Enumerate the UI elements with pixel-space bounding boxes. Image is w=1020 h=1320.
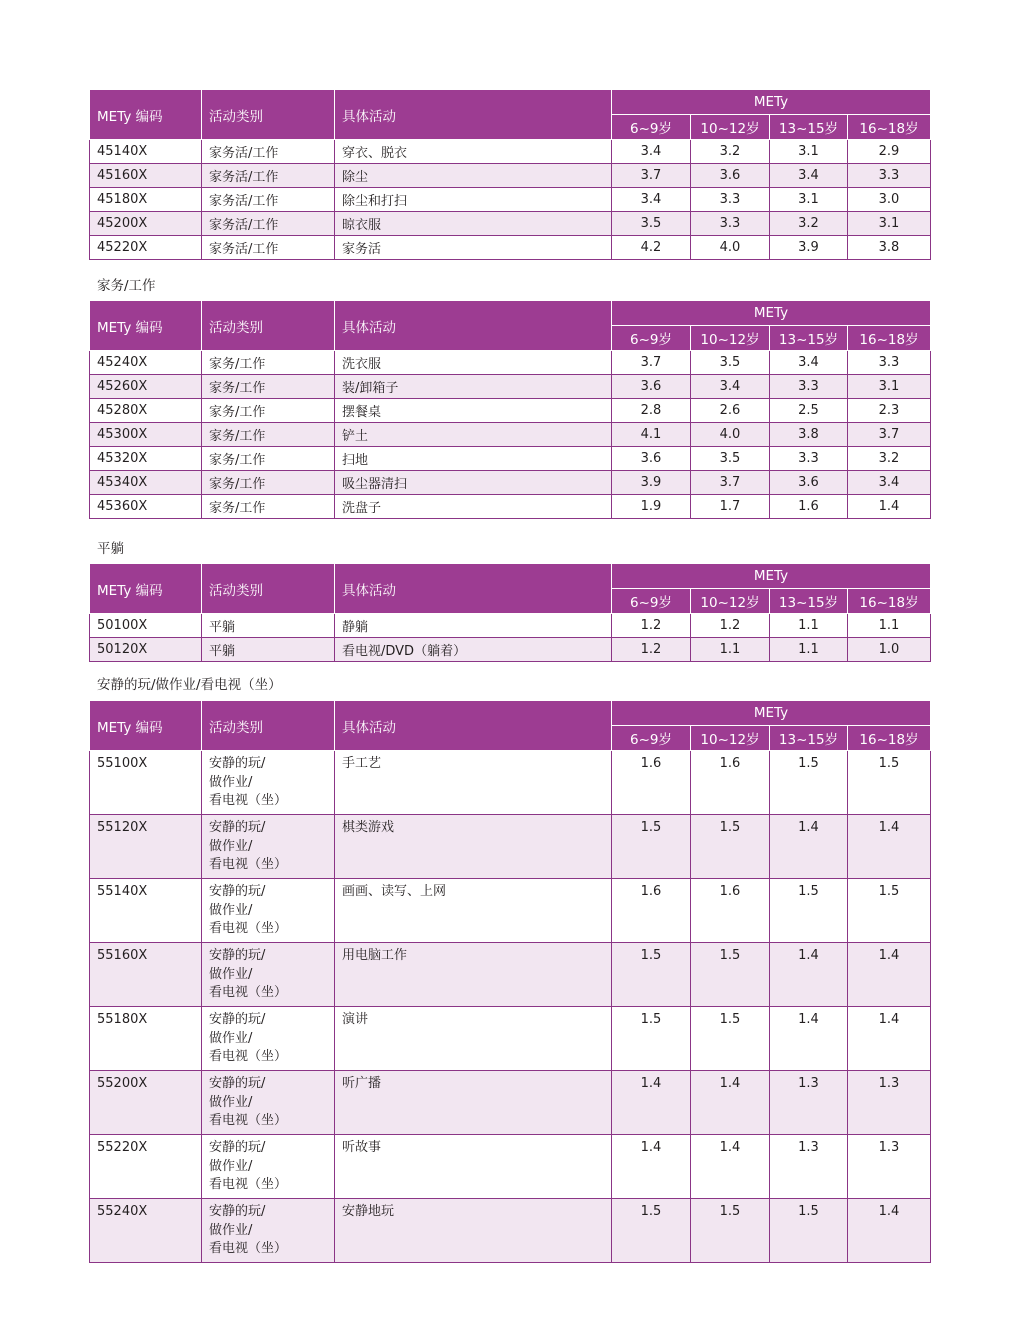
header-age-10-12: 10~12岁: [691, 726, 770, 751]
cell-code: 45140X: [90, 140, 202, 164]
cell-mety-value: 1.4: [612, 1135, 691, 1199]
category-line: 做作业/: [209, 838, 253, 854]
header-activity: 具体活动: [335, 301, 612, 351]
header-mety: METy: [612, 564, 931, 589]
cell-mety-value: 1.4: [612, 1071, 691, 1135]
cell-mety-value: 3.2: [848, 447, 931, 471]
cell-code: 55180X: [90, 1007, 202, 1071]
header-age-6-9: 6~9岁: [612, 115, 691, 140]
cell-mety-value: 3.6: [612, 375, 691, 399]
header-code: METy 编码: [90, 90, 202, 140]
cell-mety-value: 3.3: [691, 212, 770, 236]
cell-activity: 家务活: [335, 236, 612, 260]
table-row: [90, 1135, 931, 1199]
table-row: [90, 164, 931, 188]
section-title-housework: 家务/工作: [97, 278, 156, 294]
cell-activity: 手工艺: [335, 751, 612, 815]
cell-mety-value: 1.3: [770, 1135, 848, 1199]
header-age-16-18: 16~18岁: [848, 726, 931, 751]
category-line: 做作业/: [209, 774, 253, 790]
table-row: [90, 236, 931, 260]
cell-category: [202, 879, 335, 943]
cell-code: 55100X: [90, 751, 202, 815]
cell-mety-value: 2.9: [848, 140, 931, 164]
category-line: 安静的玩/: [209, 948, 266, 963]
cell-mety-value: 1.1: [770, 614, 848, 638]
cell-code: 45360X: [90, 495, 202, 519]
cell-code: 45340X: [90, 471, 202, 495]
cell-mety-value: 3.5: [691, 351, 770, 375]
table-row: [90, 375, 931, 399]
cell-activity: 听广播: [335, 1071, 612, 1135]
cell-mety-value: 1.0: [848, 638, 931, 662]
header-activity: 具体活动: [335, 701, 612, 751]
cell-activity: 晾衣服: [335, 212, 612, 236]
header-age-6-9: 6~9岁: [612, 726, 691, 751]
cell-category: [202, 1135, 335, 1199]
cell-category: [202, 1199, 335, 1263]
cell-category: 家务活/工作: [202, 236, 335, 260]
table-row: [90, 471, 931, 495]
cell-mety-value: 1.4: [848, 495, 931, 519]
cell-mety-value: 2.3: [848, 399, 931, 423]
category-line: 做作业/: [209, 1158, 253, 1174]
category-line: 安静的玩/: [209, 1076, 266, 1091]
category-line: 做作业/: [209, 1222, 253, 1238]
cell-code: 50100X: [90, 614, 202, 638]
table-body: [90, 351, 931, 519]
category-line: 做作业/: [209, 1030, 253, 1046]
cell-code: 45260X: [90, 375, 202, 399]
cell-category: 家务活/工作: [202, 164, 335, 188]
cell-mety-value: 3.2: [691, 140, 770, 164]
table-row: [90, 815, 931, 879]
cell-mety-value: 1.4: [770, 1007, 848, 1071]
category-line: 做作业/: [209, 1094, 253, 1110]
header-mety: METy: [612, 701, 931, 726]
header-age-13-15: 13~15岁: [770, 115, 848, 140]
cell-mety-value: 3.4: [848, 471, 931, 495]
cell-mety-value: 1.6: [691, 751, 770, 815]
cell-mety-value: 1.5: [848, 879, 931, 943]
cell-mety-value: 1.6: [691, 879, 770, 943]
cell-category: 平躺: [202, 638, 335, 662]
cell-mety-value: 2.8: [612, 399, 691, 423]
cell-mety-value: 1.4: [848, 815, 931, 879]
cell-mety-value: 3.3: [770, 447, 848, 471]
cell-code: 45200X: [90, 212, 202, 236]
header-category: 活动类别: [202, 301, 335, 351]
cell-mety-value: 1.5: [770, 751, 848, 815]
cell-activity: 棋类游戏: [335, 815, 612, 879]
cell-mety-value: 3.3: [848, 164, 931, 188]
cell-mety-value: 1.3: [848, 1135, 931, 1199]
cell-activity: 安静地玩: [335, 1199, 612, 1263]
cell-activity: 静躺: [335, 614, 612, 638]
table-row: [90, 140, 931, 164]
cell-code: 55240X: [90, 1199, 202, 1263]
cell-mety-value: 3.2: [770, 212, 848, 236]
cell-mety-value: 3.6: [612, 447, 691, 471]
cell-mety-value: 1.1: [770, 638, 848, 662]
cell-category: [202, 1007, 335, 1071]
header-age-13-15: 13~15岁: [770, 589, 848, 614]
cell-mety-value: 3.1: [770, 140, 848, 164]
section-title-lying: 平躺: [97, 541, 124, 557]
mety-table-lying: [89, 563, 930, 662]
header-code: METy 编码: [90, 564, 202, 614]
cell-mety-value: 1.2: [612, 614, 691, 638]
mety-table-housework-1: [89, 89, 930, 260]
category-line: 安静的玩/: [209, 1140, 266, 1155]
table-row: [90, 423, 931, 447]
cell-activity: 看电视/DVD（躺着）: [335, 638, 612, 662]
header-activity: 具体活动: [335, 90, 612, 140]
header-category: 活动类别: [202, 701, 335, 751]
cell-mety-value: 1.9: [612, 495, 691, 519]
cell-code: 55140X: [90, 879, 202, 943]
cell-mety-value: 1.4: [691, 1135, 770, 1199]
header-age-13-15: 13~15岁: [770, 726, 848, 751]
cell-mety-value: 1.5: [770, 1199, 848, 1263]
cell-mety-value: 3.5: [691, 447, 770, 471]
cell-mety-value: 3.7: [612, 351, 691, 375]
header-age-16-18: 16~18岁: [848, 115, 931, 140]
header-age-6-9: 6~9岁: [612, 326, 691, 351]
header-age-16-18: 16~18岁: [848, 589, 931, 614]
cell-mety-value: 3.7: [612, 164, 691, 188]
cell-mety-value: 1.6: [612, 879, 691, 943]
cell-code: 45220X: [90, 236, 202, 260]
cell-activity: 扫地: [335, 447, 612, 471]
cell-mety-value: 1.4: [691, 1071, 770, 1135]
cell-mety-value: 1.5: [691, 1007, 770, 1071]
category-line: 看电视（坐）: [209, 793, 288, 808]
category-line: 看电视（坐）: [209, 1241, 288, 1256]
cell-code: 55120X: [90, 815, 202, 879]
category-line: 安静的玩/: [209, 820, 266, 835]
cell-mety-value: 3.4: [612, 140, 691, 164]
cell-mety-value: 3.5: [612, 212, 691, 236]
cell-code: 55200X: [90, 1071, 202, 1135]
section-title-quiet-play: 安静的玩/做作业/看电视（坐）: [97, 677, 282, 693]
cell-mety-value: 1.2: [691, 614, 770, 638]
category-line: 看电视（坐）: [209, 921, 288, 936]
category-line: 看电视（坐）: [209, 1049, 288, 1064]
category-line: 安静的玩/: [209, 756, 266, 771]
cell-activity: 除尘和打扫: [335, 188, 612, 212]
cell-mety-value: 1.4: [848, 1007, 931, 1071]
cell-mety-value: 2.6: [691, 399, 770, 423]
cell-mety-value: 1.3: [770, 1071, 848, 1135]
table-row: [90, 638, 931, 662]
cell-category: 家务/工作: [202, 447, 335, 471]
cell-mety-value: 3.8: [848, 236, 931, 260]
category-line: 看电视（坐）: [209, 1113, 288, 1128]
cell-category: [202, 1071, 335, 1135]
cell-activity: 穿衣、脱衣: [335, 140, 612, 164]
cell-activity: 除尘: [335, 164, 612, 188]
cell-category: 家务活/工作: [202, 212, 335, 236]
cell-mety-value: 3.3: [848, 351, 931, 375]
cell-activity: 听故事: [335, 1135, 612, 1199]
cell-category: [202, 943, 335, 1007]
header-code: METy 编码: [90, 701, 202, 751]
cell-mety-value: 3.9: [612, 471, 691, 495]
cell-mety-value: 3.3: [770, 375, 848, 399]
cell-mety-value: 1.1: [848, 614, 931, 638]
header-category: 活动类别: [202, 564, 335, 614]
cell-code: 45160X: [90, 164, 202, 188]
header-activity: 具体活动: [335, 564, 612, 614]
cell-mety-value: 3.8: [770, 423, 848, 447]
category-line: 安静的玩/: [209, 1012, 266, 1027]
table-row: [90, 943, 931, 1007]
header-age-10-12: 10~12岁: [691, 115, 770, 140]
cell-mety-value: 3.1: [848, 375, 931, 399]
cell-mety-value: 1.5: [612, 1199, 691, 1263]
cell-mety-value: 3.4: [770, 351, 848, 375]
cell-code: 45320X: [90, 447, 202, 471]
cell-mety-value: 4.1: [612, 423, 691, 447]
cell-mety-value: 3.1: [770, 188, 848, 212]
cell-activity: 画画、读写、上网: [335, 879, 612, 943]
cell-category: 家务活/工作: [202, 188, 335, 212]
cell-mety-value: 3.4: [612, 188, 691, 212]
cell-code: 50120X: [90, 638, 202, 662]
category-line: 安静的玩/: [209, 884, 266, 899]
cell-mety-value: 1.5: [848, 751, 931, 815]
cell-activity: 用电脑工作: [335, 943, 612, 1007]
cell-activity: 摆餐桌: [335, 399, 612, 423]
cell-mety-value: 1.5: [612, 1007, 691, 1071]
header-age-10-12: 10~12岁: [691, 326, 770, 351]
header-mety: METy: [612, 301, 931, 326]
cell-mety-value: 4.0: [691, 236, 770, 260]
cell-mety-value: 1.5: [770, 879, 848, 943]
cell-code: 45300X: [90, 423, 202, 447]
cell-mety-value: 1.7: [691, 495, 770, 519]
cell-mety-value: 1.5: [691, 943, 770, 1007]
cell-mety-value: 1.3: [848, 1071, 931, 1135]
header-code: METy 编码: [90, 301, 202, 351]
category-line: 安静的玩/: [209, 1204, 266, 1219]
category-line: 看电视（坐）: [209, 1177, 288, 1192]
table-row: [90, 495, 931, 519]
cell-mety-value: 3.4: [691, 375, 770, 399]
category-line: 看电视（坐）: [209, 985, 288, 1000]
table-row: [90, 188, 931, 212]
header-mety: METy: [612, 90, 931, 115]
table-row: [90, 399, 931, 423]
cell-activity: 洗衣服: [335, 351, 612, 375]
cell-activity: 铲土: [335, 423, 612, 447]
header-age-6-9: 6~9岁: [612, 589, 691, 614]
cell-activity: 装/卸箱子: [335, 375, 612, 399]
cell-code: 45180X: [90, 188, 202, 212]
cell-category: [202, 751, 335, 815]
table-body: [90, 751, 931, 1263]
cell-mety-value: 3.1: [848, 212, 931, 236]
category-line: 做作业/: [209, 966, 253, 982]
table-row: [90, 1199, 931, 1263]
category-line: 看电视（坐）: [209, 857, 288, 872]
table-row: [90, 1071, 931, 1135]
cell-category: 家务活/工作: [202, 140, 335, 164]
cell-mety-value: 1.6: [770, 495, 848, 519]
header-category: 活动类别: [202, 90, 335, 140]
cell-mety-value: 3.3: [691, 188, 770, 212]
table-row: [90, 1007, 931, 1071]
header-age-13-15: 13~15岁: [770, 326, 848, 351]
table-body: [90, 614, 931, 662]
cell-mety-value: 1.6: [612, 751, 691, 815]
table-row: [90, 447, 931, 471]
mety-table-quiet-play: [89, 700, 930, 1263]
table-row: [90, 879, 931, 943]
cell-mety-value: 1.2: [612, 638, 691, 662]
cell-category: 家务/工作: [202, 495, 335, 519]
table-row: [90, 751, 931, 815]
cell-category: 家务/工作: [202, 375, 335, 399]
cell-mety-value: 3.7: [848, 423, 931, 447]
cell-mety-value: 3.7: [691, 471, 770, 495]
cell-mety-value: 1.4: [848, 943, 931, 1007]
cell-activity: 洗盘子: [335, 495, 612, 519]
cell-mety-value: 3.6: [770, 471, 848, 495]
category-line: 做作业/: [209, 902, 253, 918]
cell-mety-value: 1.4: [770, 815, 848, 879]
cell-mety-value: 4.0: [691, 423, 770, 447]
cell-code: 55160X: [90, 943, 202, 1007]
cell-mety-value: 1.5: [612, 815, 691, 879]
cell-mety-value: 3.9: [770, 236, 848, 260]
cell-mety-value: 3.6: [691, 164, 770, 188]
cell-code: 55220X: [90, 1135, 202, 1199]
cell-mety-value: 2.5: [770, 399, 848, 423]
cell-code: 45280X: [90, 399, 202, 423]
cell-mety-value: 1.5: [691, 1199, 770, 1263]
cell-activity: 演讲: [335, 1007, 612, 1071]
cell-mety-value: 1.1: [691, 638, 770, 662]
cell-code: 45240X: [90, 351, 202, 375]
cell-mety-value: 1.4: [770, 943, 848, 1007]
cell-activity: 吸尘器清扫: [335, 471, 612, 495]
cell-mety-value: 1.5: [612, 943, 691, 1007]
cell-category: 家务/工作: [202, 351, 335, 375]
cell-mety-value: 3.0: [848, 188, 931, 212]
table-row: [90, 212, 931, 236]
table-body: [90, 140, 931, 260]
mety-table-housework-2: [89, 300, 930, 519]
cell-category: 平躺: [202, 614, 335, 638]
table-row: [90, 351, 931, 375]
cell-category: 家务/工作: [202, 423, 335, 447]
header-age-10-12: 10~12岁: [691, 589, 770, 614]
cell-mety-value: 3.4: [770, 164, 848, 188]
cell-category: 家务/工作: [202, 399, 335, 423]
header-age-16-18: 16~18岁: [848, 326, 931, 351]
cell-category: [202, 815, 335, 879]
cell-mety-value: 4.2: [612, 236, 691, 260]
cell-mety-value: 1.4: [848, 1199, 931, 1263]
cell-mety-value: 1.5: [691, 815, 770, 879]
table-row: [90, 614, 931, 638]
cell-category: 家务/工作: [202, 471, 335, 495]
